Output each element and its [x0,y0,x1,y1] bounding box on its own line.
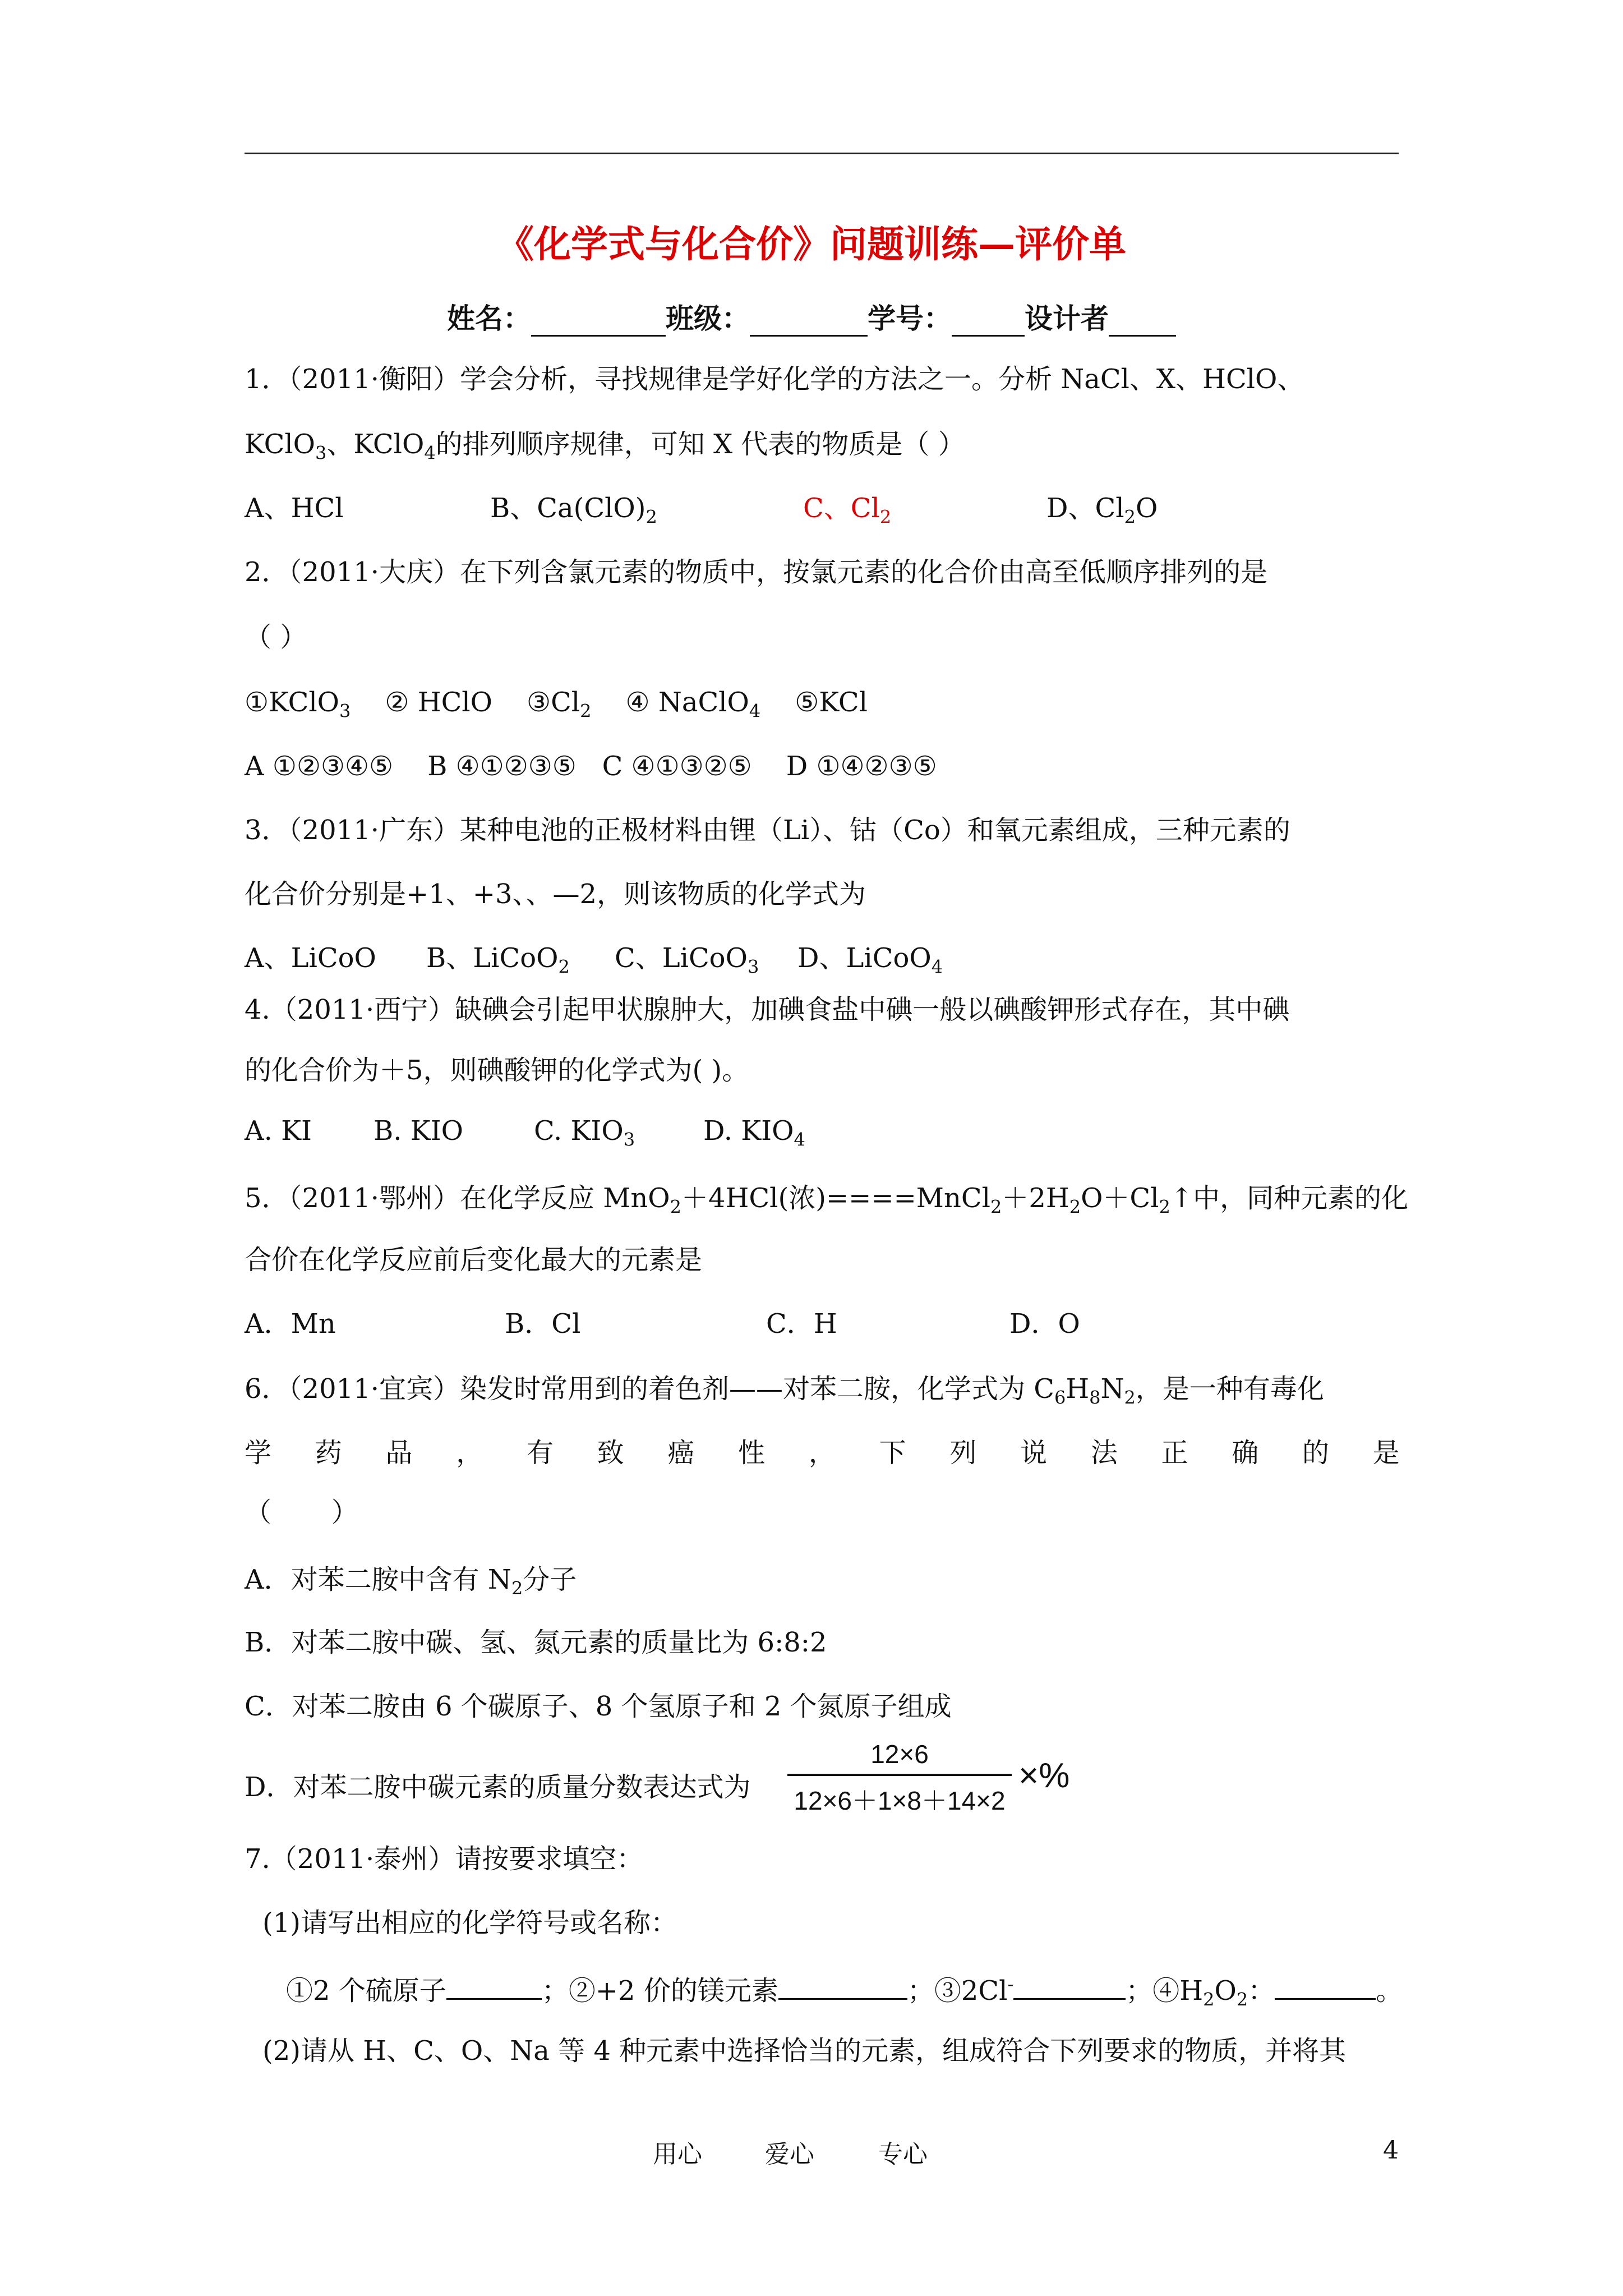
page-title: 《化学式与化合价》问题训练—评价单 [497,222,1126,266]
q5-option-b: B．Cl [505,1308,581,1340]
blank-hydrogen-peroxide [1275,1973,1376,2000]
q4-option-d: D. $KIO_4$ [703,1115,805,1151]
q1-line1: 1．（2011·衡阳）学会分析，寻找规律是学好化学的方法之一。分析 NaCl、X、HClO、 [245,364,1304,395]
q4-option-a: A. KI [245,1115,312,1147]
fraction-numerator: 12×6 [870,1740,929,1769]
q1-option-a: A、HCl [245,493,344,524]
number-label: 学号： [868,302,952,335]
blank-sulfur-atoms [446,1973,542,2000]
q6-mass-fraction-expression [787,1739,1079,1823]
footer-word-2: 爱心 [765,2140,814,2169]
q6-line1: 6．（2011·宜宾）染发时常用到的着色剂——对苯二胺，化学式为 $C_6H_8N_2$，是一种有毒化 [245,1373,1324,1409]
q5-option-d: D．O [1009,1308,1080,1340]
q1-option-c: C、$Cl_2$ [803,493,892,528]
q3-option-d: D、LiCoO$_4$ [797,942,943,978]
q3-option-a: A、LiCoO [245,942,376,974]
q1-option-b: B、$Ca(ClO)_2$ [490,493,657,528]
q4-option-c: C. $KIO_3$ [534,1115,635,1151]
page-number: 4 [1383,2136,1399,2165]
q3-line2: 化合价分别是+1、+3、、—2，则该物质的化学式为 [245,878,866,910]
name-blank [531,303,666,337]
q6-line2: 学 药 品 ， 有 致 癌 性 ， 下 列 说 法 正 确 的 是 [245,1437,1400,1469]
q4-line2: 的化合价为＋5，则碘酸钾的化学式为( )。 [245,1055,749,1086]
q6-option-b: B．对苯二胺中碳、氢、氮元素的质量比为 6:8:2 [245,1627,827,1658]
q2-line2: （ ） [245,622,307,653]
class-blank [750,303,868,337]
footer-word-1: 用心 [653,2140,702,2169]
q3-option-b: B、LiCoO$_2$ [426,942,570,978]
fraction-denominator: 12×6＋1×8＋14×2 [794,1786,1006,1815]
q7-part2: (2)请从 H、C、O、Na 等 4 种元素中选择恰当的元素，组成符合下列要求的物质，并将其 [262,2035,1347,2067]
q5-line2: 合价在化学反应前后变化最大的元素是 [245,1244,703,1276]
designer-label: 设计者 [1025,302,1109,335]
q1-line2: KClO$_3$、KClO$_4$的排列顺序规律，可知 X 代表的物质是（ ） [245,429,965,464]
q3-line1: 3．（2011·广东）某种电池的正极材料由锂（Li）、钴（Co）和氧元素组成，三种元素的 [245,815,1290,846]
footer-word-3: 专心 [878,2140,928,2169]
q5-option-a: A．Mn [245,1308,336,1340]
q2-items: ①KClO$_3$ ② HClO $③Cl_2$ ④ NaClO$_4$ ⑤KCl [245,687,868,722]
number-blank [952,303,1025,337]
class-label: 班级： [666,302,750,335]
blank-magnesium [778,1973,907,2000]
q7-blanks: ①2 个硫原子 ；②+2 价的镁元素 ；③2Cl- ；$④H_2O_2$： 。 [286,1973,1403,2010]
designer-blank [1109,303,1176,337]
q6-option-a: A．对苯二胺中含有 $N_2$分子 [245,1564,577,1599]
fraction-percent: ×% [1018,1756,1070,1795]
student-info-line [0,296,1623,337]
q5-option-c: C．H [766,1308,837,1340]
q7-part1: (1)请写出相应的化学符号或名称： [262,1907,677,1939]
fraction-bar [787,1774,1012,1776]
name-label: 姓名： [447,302,531,335]
q4-option-b: B. KIO [374,1115,463,1147]
q6-option-c: C．对苯二胺由 6 个碳原子、8 个氢原子和 2 个氮原子组成 [245,1691,952,1722]
header-rule [245,153,1399,154]
q3-option-c: C、LiCoO$_3$ [615,942,759,978]
blank-chloride [1013,1973,1126,2000]
q2-options: A ①②③④⑤ B ④①②③⑤ C ④①③②⑤ D ①④②③⑤ [245,751,937,782]
q5-line1: 5．（2011·鄂州）在化学反应 MnO$_2$＋4HCl(浓)$====MnCl_2+2H_2O+Cl_2↑$中，同种元素的化 [245,1182,1409,1218]
q6-option-d: D．对苯二胺中碳元素的质量分数表达式为 [245,1772,751,1803]
q2-line1: 2．（2011·大庆）在下列含氯元素的物质中，按氯元素的化合价由高至低顺序排列的是 [245,556,1267,588]
q4-line1: 4.（2011·西宁）缺碘会引起甲状腺肿大，加碘食盐中碘一般以碘酸钾形式存在，其中碘 [245,994,1290,1025]
q1-option-d: D、$Cl_2O$ [1046,493,1158,528]
q6-line3: （ ） [245,1497,358,1528]
q7-line1: 7.（2011·泰州）请按要求填空： [245,1843,644,1875]
